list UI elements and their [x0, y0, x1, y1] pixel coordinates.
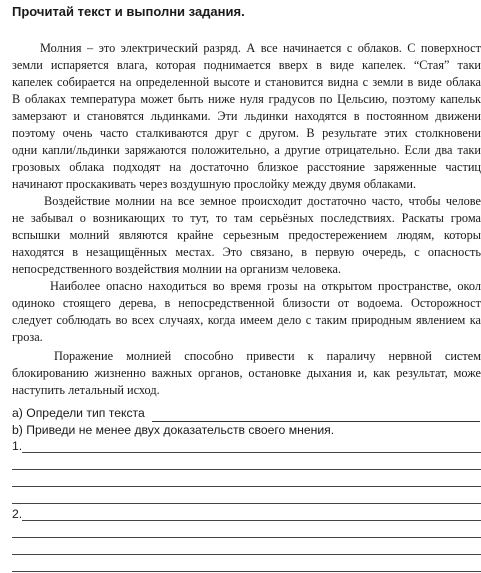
answer-1-label: 1. — [12, 439, 23, 453]
text-line: гроза. — [12, 330, 43, 344]
text-line: Воздействие молнии на все земное происходит достаточно часто, чтобы челове — [44, 194, 481, 208]
answer-a-line[interactable] — [152, 408, 480, 422]
text-line: Поражение молнией способно привести к параличу нервной систем — [54, 349, 481, 363]
question-a — [12, 405, 480, 422]
text-line: капелек собирается на определенной высоте и становится видна с земли в виде облака — [12, 75, 481, 89]
answer-line[interactable] — [12, 571, 481, 572]
text-line: вспышки молний являются крайне серьезным предостережением людям, которы — [12, 228, 481, 242]
question-b: b) Приведи не менее двух доказательств своего мнения. — [12, 423, 335, 437]
text-line: не забывал о возникающих то тут, то там серьёзных последствиях. Раскаты грома — [12, 211, 481, 225]
answer-line[interactable] — [12, 554, 481, 555]
text-line: непосредственного воздействия молнии на организм человека. — [12, 262, 342, 276]
text-line: замерзают и становятся льдинками. Эти льдинки находятся в постоянном движени — [12, 109, 481, 123]
text-line: находятся в незащищённых местах. Это связано, в первую очередь, с опасность — [12, 245, 481, 259]
text-line: следует соблюдать во всех случаях, когда имеем дело с таким природным явлением ка — [12, 313, 481, 327]
text-line: Молния – это электрический разряд. А все начинается с облаков. С поверхност — [40, 41, 481, 55]
answer-line[interactable] — [12, 503, 481, 504]
answer-line[interactable] — [12, 469, 481, 470]
text-line: начинают проскакивать через воздушную прослойку между двумя облаками. — [12, 177, 417, 191]
text-line: одиноко стоящего дерева, в непосредственной близости от водоема. Осторожност — [12, 296, 481, 310]
answer-line[interactable] — [12, 537, 481, 538]
text-line: поэтому очень часто сталкиваются друг с другом. В результате этих столкновени — [12, 126, 481, 140]
text-line: наступить летальный исход. — [12, 383, 160, 397]
text-line: блокированию жизненно важных органов, остановке дыхания и, как результат, може — [12, 366, 481, 380]
answer-line[interactable] — [12, 486, 481, 487]
text-line: Наиболее опасно находиться во время грозы на открытом пространстве, окол — [50, 279, 481, 293]
question-a-label: a) Определи тип текста — [12, 406, 145, 420]
text-line: земли испаряется влага, которая поднимается вверх в виде капелек. “Стая” таки — [12, 58, 481, 72]
answer-2-line[interactable] — [22, 520, 481, 521]
page-title: Прочитай текст и выполни задания. — [12, 4, 245, 19]
text-line: одни капли/льдинки заряжаются положительно, а другие отрицательно. Если два таки — [12, 143, 481, 157]
text-line: грозовых облака подходят на достаточно близкое расстояние заряженные частиц — [12, 160, 481, 174]
answer-2-label: 2. — [12, 507, 23, 521]
answer-1-line[interactable] — [22, 452, 481, 453]
text-line: В облаках температура может быть ниже нуля градусов по Цельсию, поэтому капельк — [12, 92, 481, 106]
